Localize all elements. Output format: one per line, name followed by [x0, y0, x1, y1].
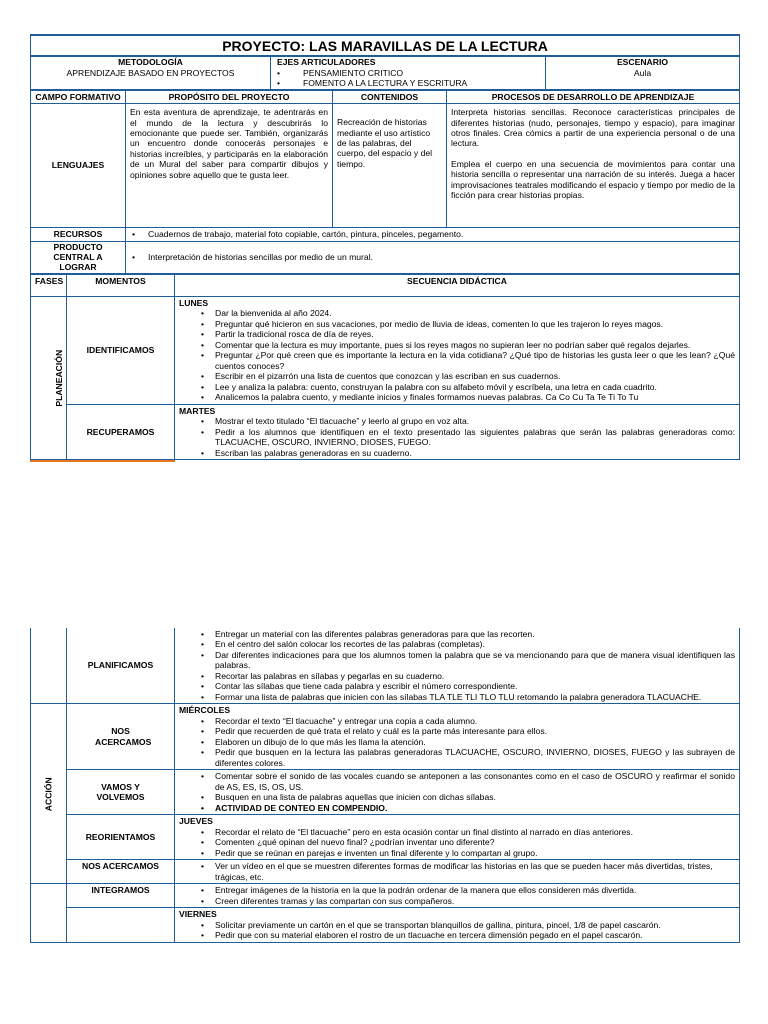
momento-identificamos: IDENTIFICAMOS: [67, 296, 175, 404]
header-procesos: PROCESOS DE DESARROLLO DE APRENDIZAJE: [447, 90, 740, 103]
producto-cell: [126, 241, 740, 273]
ejes-label: EJES ARTICULADORES: [277, 57, 376, 68]
momento-recuperamos: RECUPERAMOS: [67, 404, 175, 459]
ejes-cell: [271, 56, 546, 89]
list-item: • Formar una lista de palabras que inicien con las sílabas TLA TLE TLI TLO TLU retomando la palabra generadora TLACUACHE.: [179, 692, 735, 702]
page-1: [30, 34, 739, 462]
recursos-value: • Cuadernos de trabajo, material foto copiable, cartón, pintura, pinceles, pegamento.: [130, 229, 735, 239]
fase-planeacion-cont: [31, 628, 67, 704]
momento-reorientamos: REORIENTAMOS: [67, 815, 175, 860]
list-item: • Pedir a los alumnos que identifiquen en el texto presentado las siguientes palabras que serán las palabras generadoras como: TLACUACHE, OSCURO, INVIERNO, DIOSES, FUEGO.: [179, 427, 735, 448]
list-item: • Comentar sobre el sonido de las vocales cuando se anteponen a las consonantes como en el caso de OSCURO y reafirmar el sonido de AS, ES, IS, OS, US.: [179, 771, 735, 792]
procesos-text-2: Emplea el cuerpo en una secuencia de movimientos para contar una historia sencilla o representar una narración de su interés. Juega a hacer improvisaciones teatrales modificando el espacio y tiempo por medio de la ficción para crear historias propias.: [451, 158, 735, 201]
page-2: [30, 628, 739, 943]
momento-empty: [67, 908, 175, 942]
list-item: • Pedir que busquen en la lectura las palabras generadoras TLACUACHE, OSCURO, INVIERNO, DIOSES, FUEGO y las subrayen de diferentes colores.: [179, 747, 735, 768]
list-item: • Escriban las palabras generadoras en su cuaderno.: [179, 448, 735, 458]
day-martes: MARTES: [179, 405, 216, 416]
recuperamos-content: [175, 404, 740, 459]
list-item: • Busquen en una lista de palabras aquellas que inicien con dichas sílabas.: [179, 792, 735, 802]
metodologia-cell: [31, 56, 271, 89]
header-campo: CAMPO FORMATIVO: [31, 90, 126, 103]
list-item: • Pedir que con su material elaboren el rostro de un tlacuache en tercera dimensión pegado en el papel cascarón.: [179, 930, 735, 940]
list-item: • Recortar las palabras en sílabas y pegarlas en su cuaderno.: [179, 671, 735, 681]
momento-integramos: INTEGRAMOS: [67, 884, 175, 908]
list-item: • Escribir en el pizarrón una lista de cuentos que conozcan y las escriban en sus cuadernos.: [179, 371, 735, 381]
planeacion-label: PLANEACIÓN: [54, 349, 65, 407]
list-item: • Entregar un material con las diferentes palabras generadoras para que las recorten.: [179, 629, 735, 639]
header-proposito: PROPÓSITO DEL PROYECTO: [126, 90, 333, 103]
list-item: • En el centro del salón colocar los recortes de las palabras (completas).: [179, 639, 735, 649]
lenguajes-label: LENGUAJES: [31, 104, 126, 228]
day-jueves: JUEVES: [179, 816, 213, 827]
list-item: • Elaboren un dibujo de lo que más les llama la atención.: [179, 737, 735, 747]
list-item: • Comenten ¿qué opinan del nuevo final? ¿podrían inventar uno diferente?: [179, 837, 735, 847]
momento-planificamos: PLANIFICAMOS: [67, 628, 175, 704]
list-item: • Ver un vídeo en el que se muestren diferentes formas de modificar las historias en las que se pueden hacer más divertidas, tristes, trágicas, etc.: [179, 861, 735, 882]
escenario-value: Aula: [633, 67, 652, 78]
list-item-bold: • ACTIVIDAD DE CONTEO EN COMPENDIO.: [179, 803, 735, 813]
lenguajes-proposito: En esta aventura de aprendizaje, te adentrarás en el mundo de la lectura y descubrirás lo emocionante que puede ser. También, organizarás un encuentro donde conocerás personajes e historias increíbles, y participarás en la elaboración de un Mural del saber para compartir dibujos y opiniones sobre aquello que te gusta leer.: [126, 104, 333, 228]
sequence-table-2: [30, 628, 740, 943]
project-title: PROYECTO: LAS MARAVILLAS DE LA LECTURA: [31, 35, 740, 56]
fase-next: [31, 884, 67, 942]
escenario-label: ESCENARIO: [616, 57, 669, 68]
planificamos-content: [175, 628, 740, 704]
fase-accion: [31, 704, 67, 884]
recursos-label: RECURSOS: [31, 228, 126, 241]
list-item: • Pedir que se reúnan en parejas e inventen un final diferente y lo compartan al grupo.: [179, 848, 735, 858]
lenguajes-procesos: [447, 104, 740, 228]
identificamos-content: [175, 296, 740, 404]
metodologia-label: METODOLOGÍA: [118, 57, 183, 68]
producto-value: • Interpretación de historias sencillas por medio de un mural.: [130, 252, 735, 262]
list-item: • Recordar el texto “El tlacuache” y entregar una copia a cada alumno.: [179, 716, 735, 726]
list-item: • Preguntar ¿Por qué creen que es importante la lectura en la vida cotidiana? ¿Qué tipo de historias les gusta leer o que les lean? ¿Qué cuentos conoces?: [179, 350, 735, 371]
metodologia-value: APRENDIZAJE BASADO EN PROYECTOS: [66, 67, 235, 78]
list-item: • FOMENTO A LA LECTURA Y ESCRITURA: [275, 78, 541, 88]
reorientamos-content: [175, 815, 740, 860]
list-item: • Recordar el relato de “El tlacuache” pero en esta ocasión contar un final distinto al narrado en días anteriores.: [179, 827, 735, 837]
nos-acercamos-content: [175, 704, 740, 770]
list-item: • Preguntar qué hicieron en sus vacaciones, por medio de lluvia de ideas, comenten lo que les trajeron lo reyes magos.: [179, 319, 735, 329]
list-item: • Contar las sílabas que tiene cada palabra y escribir el número correspondiente.: [179, 681, 735, 691]
accion-label: ACCIÓN: [43, 776, 54, 811]
momento-nos-acercamos-2: NOS ACERCAMOS: [67, 860, 175, 884]
list-item: • Entregar imágenes de la historia en la que la podrán ordenar de la manera que ellos consideren más divertida.: [179, 885, 735, 895]
producto-label: PRODUCTO CENTRAL A LOGRAR: [31, 241, 126, 273]
list-item: • Pedir que recuerden de qué trata el relato y cuál es la parte más interesante para ellos.: [179, 726, 735, 736]
procesos-text-1: Interpreta historias sencillas. Reconoce características principales de diferentes historias (nudo, personajes, tiempo y espacio), para imaginar otros finales. Crea cómics a partir de una experiencia personal o de una lectura.: [451, 107, 735, 149]
header-contenidos: CONTENIDOS: [333, 90, 447, 103]
momento-nos-acercamos: NOS ACERCAMOS: [67, 704, 175, 770]
project-info-table: [30, 90, 740, 274]
day-lunes: LUNES: [179, 297, 209, 308]
viernes-content: [175, 908, 740, 942]
escenario-cell: [546, 56, 740, 89]
list-item: • PENSAMIENTO CRITICO: [275, 68, 541, 78]
list-item: • Creen diferentes tramas y las compartan con sus compañeros.: [179, 896, 735, 906]
header-fases: FASES: [31, 274, 67, 296]
list-item: • Analicemos la palabra cuento, y mediante inicios y finales formamos nuevas palabras. Ca Co Cu Ta Te Ti To Tu: [179, 392, 735, 402]
recursos-cell: [126, 228, 740, 241]
day-miercoles: MIÉRCOLES: [179, 705, 231, 716]
list-item: • Mostrar el texto titulado “El tlacuache” y leerlo al grupo en voz alta.: [179, 416, 735, 426]
list-item: • Lee y analiza la palabra: cuento, construyan la palabra con su alfabeto móvil y escríbela, una letra en cada cuadrito.: [179, 382, 735, 392]
momento-vamos-volvemos: VAMOS Y VOLVEMOS: [67, 770, 175, 815]
day-viernes: VIERNES: [179, 909, 217, 920]
list-item: • Dar diferentes indicaciones para que los alumnos tomen la palabra que se va mencionando para que de manera visual identifiquen las palabras.: [179, 650, 735, 671]
lenguajes-contenidos: Recreación de historias mediante el uso artístico de las palabras, del cuerpo, del espacio y del tiempo.: [333, 104, 447, 228]
project-header-table: [30, 34, 740, 90]
vamos-volvemos-content: [175, 770, 740, 815]
header-momentos: MOMENTOS: [67, 274, 175, 296]
list-item: • Solicitar previamente un cartón en el que se transportan blanquillos de gallina, pintura, pincel, 1/8 de papel cascarón.: [179, 920, 735, 930]
ejes-list: [275, 68, 541, 89]
list-item: • Dar la bienvenida al año 2024.: [179, 308, 735, 318]
orange-divider: [30, 460, 175, 462]
list-item: • Comentar que la lectura es muy importante, pues si los reyes magos no supieran leer no podrían saber qué regalos dejarles.: [179, 340, 735, 350]
sequence-table-1: [30, 274, 740, 460]
list-item: • Partir la tradicional rosca de día de reyes.: [179, 329, 735, 339]
fase-planeacion: [31, 296, 67, 459]
header-secuencia: SECUENCIA DIDÁCTICA: [175, 274, 740, 296]
nos-acercamos-2-content: [175, 860, 740, 884]
integramos-content: [175, 884, 740, 908]
